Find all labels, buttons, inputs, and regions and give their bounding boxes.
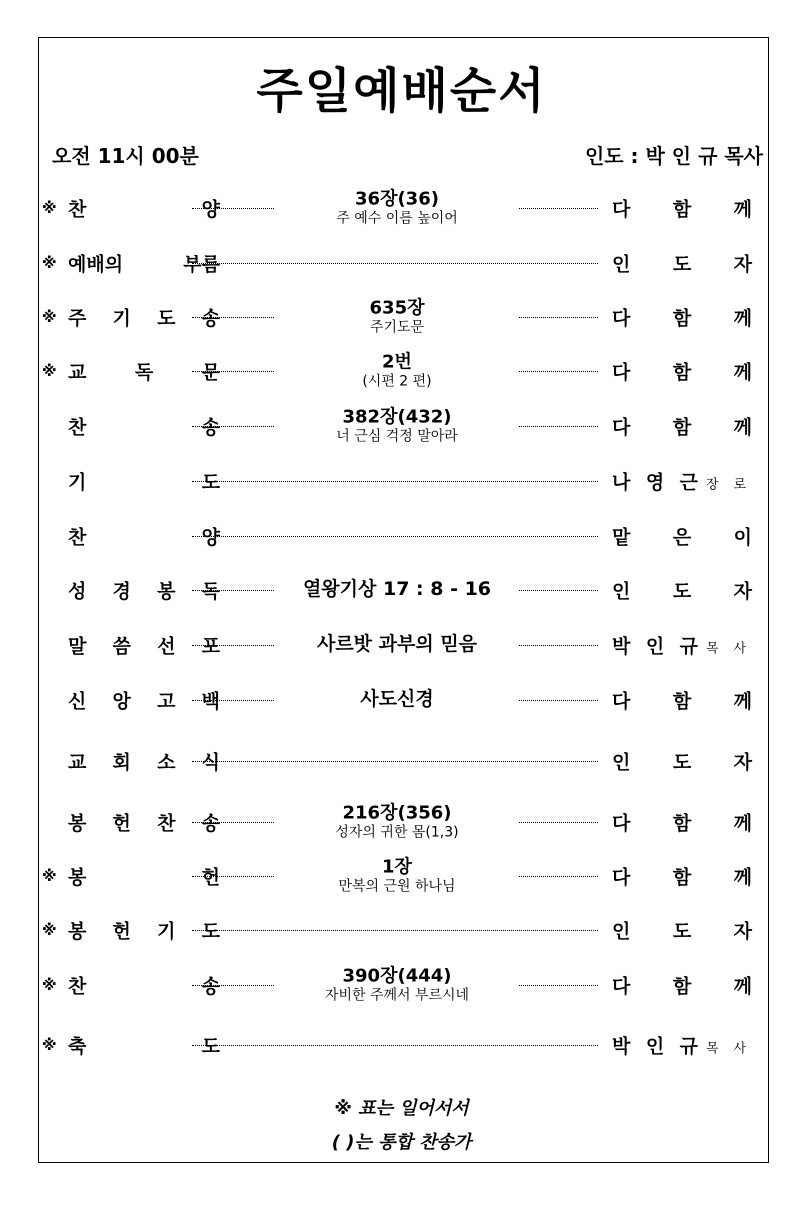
responsible-title: 목 사 [706,641,746,657]
dotted-leader [192,761,598,762]
item-label: 봉 헌 [68,866,220,889]
item-responsible [612,358,752,385]
item-label: 찬 양 [68,198,220,221]
item-detail [275,689,519,711]
item-detail-main: 2번 [382,351,412,373]
item-label: 기 도 [68,471,220,494]
list-item [40,797,762,847]
item-detail [275,967,519,1004]
standing-mark: ※ [42,867,57,885]
dotted-leader [192,1045,598,1046]
list-item [40,346,762,396]
item-detail [275,299,519,336]
responsible-name: 박 인 규 [612,635,698,658]
item-responsible [612,468,752,495]
item-detail-sub: 주 예수 이름 높이어 [336,210,458,227]
item-label: 주 기 도 송 [68,307,220,330]
item-responsible [612,304,752,331]
responsible-name: 다 함 께 [612,198,752,221]
standing-mark: ※ [42,254,57,272]
item-label: 축 도 [68,1035,220,1058]
item-detail [275,353,519,390]
list-item [40,456,762,506]
item-detail-main: 1장 [382,856,412,878]
item-label: 교 회 소 식 [68,751,220,774]
list-item [40,183,762,233]
item-detail-main: 사도신경 [360,688,434,711]
responsible-name: 다 함 께 [612,812,752,835]
item-label: 봉 헌 기 도 [68,920,220,943]
list-item [40,675,762,725]
dotted-leader [192,481,598,482]
item-detail-main: 열왕기상 17 : 8 - 16 [302,578,492,601]
item-responsible [612,863,752,890]
item-label: 예배의 부름 [68,253,220,276]
list-item [40,851,762,901]
item-detail-sub: 너 근심 걱정 말아라 [336,428,458,445]
item-responsible [612,250,752,277]
responsible-name: 인 도 자 [612,920,752,943]
item-detail-sub: 성자의 귀한 몸(1,3) [335,824,459,841]
item-responsible [612,523,752,550]
responsible-name: 다 함 께 [612,416,752,439]
responsible-name: 인 도 자 [612,253,752,276]
standing-mark: ※ [42,308,57,326]
item-label: 찬 양 [68,526,220,549]
standing-mark: ※ [42,199,57,217]
list-item [40,292,762,342]
item-responsible [612,917,752,944]
item-responsible [612,1032,752,1059]
item-responsible [612,632,752,659]
item-detail [275,804,519,841]
note-hymnal: ( )는 통합 찬송가 [331,1132,472,1153]
list-item [40,238,762,288]
responsible-name: 나 영 근 [612,471,698,494]
item-detail-main: 382장(432) [342,406,452,428]
item-label: 찬 송 [68,416,220,439]
responsible-name: 다 함 께 [612,361,752,384]
dotted-leader [192,930,598,931]
item-responsible [612,413,752,440]
item-label: 교 독 문 [68,361,220,384]
item-label: 찬 송 [68,975,220,998]
item-detail-main: 사르밧 과부의 믿음 [316,633,478,656]
standing-mark: ※ [42,921,57,939]
responsible-name: 다 함 께 [612,307,752,330]
item-detail-sub: 만복의 근원 하나님 [338,878,456,895]
item-responsible [612,195,752,222]
item-detail [275,408,519,445]
item-detail [275,190,519,227]
item-detail-main: 216장(356) [342,802,452,824]
dotted-leader [192,536,598,537]
item-responsible [612,972,752,999]
standing-mark: ※ [42,976,57,994]
item-responsible [612,809,752,836]
service-time: 오전 11시 00분 [52,144,199,168]
responsible-name: 다 함 께 [612,690,752,713]
responsible-name: 박 인 규 [612,1035,698,1058]
standing-mark: ※ [42,1036,57,1054]
standing-mark: ※ [42,362,57,380]
responsible-title: 장 로 [706,477,746,493]
responsible-name: 다 함 께 [612,866,752,889]
item-detail-sub: 주기도문 [369,319,425,336]
item-detail-main: 635장 [369,297,425,319]
responsible-name: 맡 은 이 [612,526,752,549]
item-label: 말 씀 선 포 [68,635,220,658]
item-responsible [612,687,752,714]
item-label: 봉 헌 찬 송 [68,812,220,835]
list-item [40,960,762,1010]
footer-notes [0,1092,803,1160]
note-standing: ※ 표는 일어서서 [334,1098,469,1119]
responsible-name: 인 도 자 [612,580,752,603]
list-item [40,905,762,955]
item-detail [275,579,519,601]
service-leader: 인도 : 박 인 규 목사 [584,144,763,168]
list-item [40,565,762,615]
list-item [40,620,762,670]
item-detail [275,858,519,895]
item-responsible [612,748,752,775]
list-item [40,736,762,786]
item-label: 신 앙 고 백 [68,690,220,713]
item-responsible [612,577,752,604]
item-detail-main: 36장(36) [355,188,439,210]
responsible-name: 다 함 께 [612,975,752,998]
list-item [40,1020,762,1070]
item-label: 성 경 봉 독 [68,580,220,603]
item-detail-sub: 자비한 주께서 부르시네 [324,987,470,1004]
list-item [40,511,762,561]
list-item [40,401,762,451]
dotted-leader [192,263,598,264]
responsible-title: 목 사 [706,1041,746,1057]
responsible-name: 인 도 자 [612,751,752,774]
item-detail-main: 390장(444) [342,965,452,987]
item-detail-sub: (시편 2 편) [362,373,432,390]
item-detail [275,634,519,656]
page-title: 주일예배순서 [256,63,547,119]
